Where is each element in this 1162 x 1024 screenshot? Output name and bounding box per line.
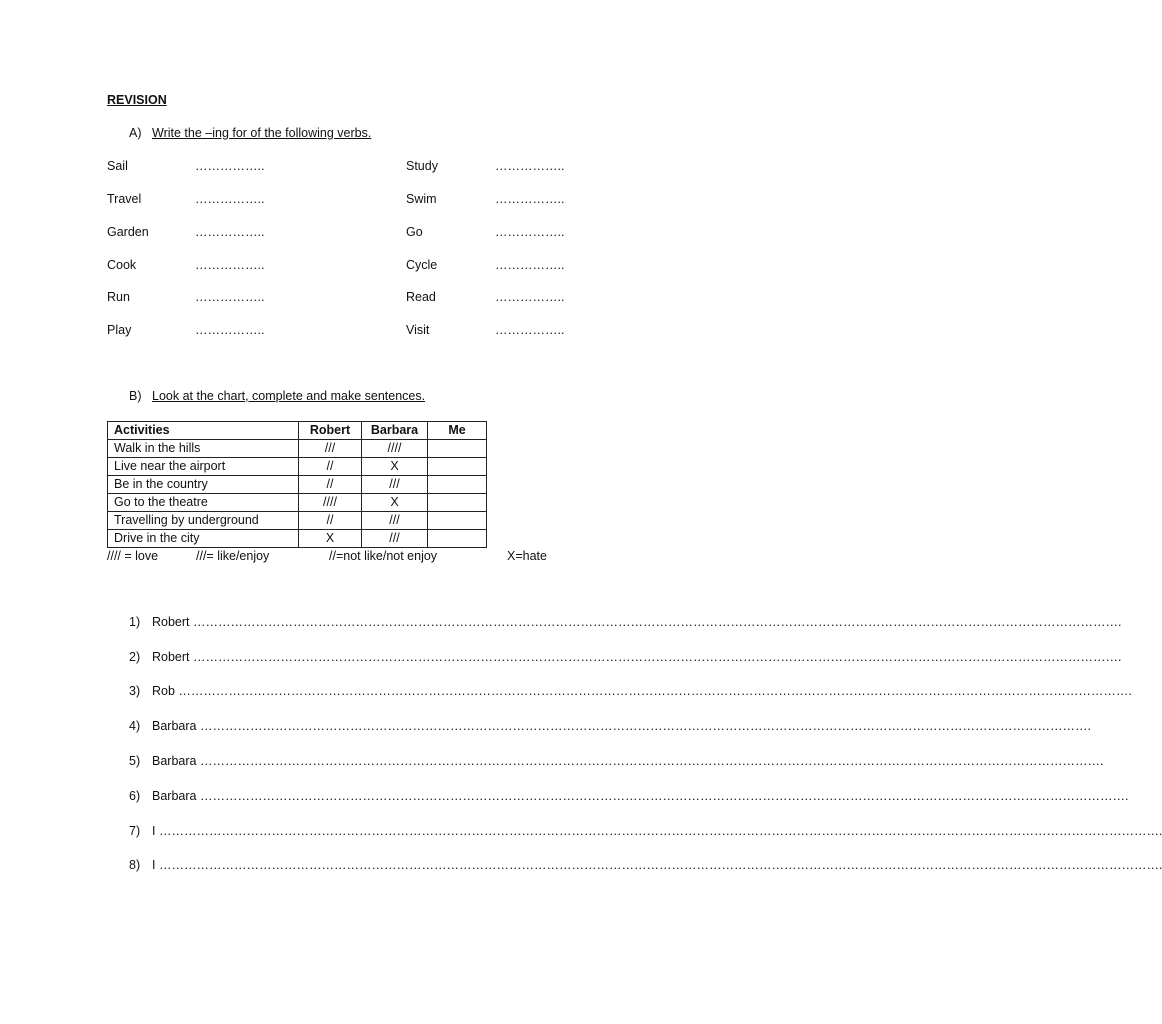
page-title: REVISION	[107, 93, 167, 107]
header-barbara: Barbara	[362, 422, 428, 440]
sentence-line[interactable]: Barbara …………………………………………………………………………………………………………………………………………………………………………………………………….	[152, 789, 1129, 803]
robert-cell: ///	[299, 440, 362, 458]
me-cell[interactable]	[428, 440, 487, 458]
verb-right-4: Cycle	[406, 258, 438, 272]
verb-blank[interactable]: ……………..	[195, 258, 265, 272]
verb-blank[interactable]: ……………..	[495, 323, 565, 337]
verb-blank[interactable]: ……………..	[495, 192, 565, 206]
legend-love: //// = love	[107, 549, 159, 563]
sentence-line[interactable]: I …………………………………………………………………………………………………………………………………………………………………………………………………………………….	[152, 824, 1162, 838]
robert-cell: //	[299, 512, 362, 530]
verb-blank[interactable]: ……………..	[195, 323, 265, 337]
legend-hate: X=hate	[507, 549, 547, 563]
table-header-row	[108, 422, 487, 440]
verb-right-3: Go	[406, 225, 423, 239]
table-row	[108, 476, 487, 494]
verb-left-2: Travel	[107, 192, 142, 206]
verb-left-5: Run	[107, 290, 130, 304]
me-cell[interactable]	[428, 476, 487, 494]
verb-right-1: Study	[406, 159, 438, 173]
verb-right-2: Swim	[406, 192, 437, 206]
robert-cell: //	[299, 476, 362, 494]
sentence-line[interactable]: Rob ………………………………………………………………………………………………………………………………………………………………………………………………………….	[152, 684, 1132, 698]
sentence-number: 8)	[129, 858, 141, 872]
activity-cell: Live near the airport	[108, 458, 299, 476]
verb-right-5: Read	[406, 290, 436, 304]
sentence-number: 4)	[129, 719, 141, 733]
table-row	[108, 494, 487, 512]
verb-blank[interactable]: ……………..	[495, 258, 565, 272]
verb-left-1: Sail	[107, 159, 128, 173]
header-me: Me	[428, 422, 487, 440]
me-cell[interactable]	[428, 512, 487, 530]
verb-left-4: Cook	[107, 258, 137, 272]
robert-cell: X	[299, 530, 362, 548]
verb-blank[interactable]: ……………..	[495, 225, 565, 239]
activities-table	[107, 421, 487, 548]
sentence-number: 1)	[129, 615, 141, 629]
sentence-number: 7)	[129, 824, 141, 838]
verb-blank[interactable]: ……………..	[195, 290, 265, 304]
table-row	[108, 440, 487, 458]
barbara-cell: ///	[362, 512, 428, 530]
sentence-line[interactable]: Robert …………………………………………………………………………………………………………………………………………………………………………………………………….	[152, 650, 1122, 664]
section-b-marker: B)	[129, 389, 142, 403]
activity-cell: Go to the theatre	[108, 494, 299, 512]
verb-blank[interactable]: ……………..	[495, 290, 565, 304]
sentence-number: 2)	[129, 650, 141, 664]
table-row	[108, 458, 487, 476]
activity-cell: Drive in the city	[108, 530, 299, 548]
activity-cell: Travelling by underground	[108, 512, 299, 530]
sentence-number: 6)	[129, 789, 141, 803]
robert-cell: //	[299, 458, 362, 476]
sentence-line[interactable]: I …………………………………………………………………………………………………………………………………………………………………………………………………………………….	[152, 858, 1162, 872]
section-a-instruction: Write the –ing for of the following verbs.	[152, 126, 372, 140]
verb-blank[interactable]: ……………..	[495, 159, 565, 173]
barbara-cell: ///	[362, 530, 428, 548]
legend-like: ///= like/enjoy	[196, 549, 270, 563]
verb-left-3: Garden	[107, 225, 149, 239]
header-activities: Activities	[108, 422, 299, 440]
table-row	[108, 512, 487, 530]
barbara-cell: ////	[362, 440, 428, 458]
verb-blank[interactable]: ……………..	[195, 225, 265, 239]
sentence-number: 5)	[129, 754, 141, 768]
sentence-line[interactable]: Barbara …………………………………………………………………………………………………………………………………………………………………………………………….	[152, 719, 1091, 733]
verb-left-6: Play	[107, 323, 132, 337]
sentence-line[interactable]: Robert …………………………………………………………………………………………………………………………………………………………………………………………………….	[152, 615, 1122, 629]
activity-cell: Walk in the hills	[108, 440, 299, 458]
verb-blank[interactable]: ……………..	[195, 159, 265, 173]
barbara-cell: X	[362, 494, 428, 512]
activity-cell: Be in the country	[108, 476, 299, 494]
robert-cell: ////	[299, 494, 362, 512]
header-robert: Robert	[299, 422, 362, 440]
sentence-line[interactable]: Barbara ……………………………………………………………………………………………………………………………………………………………………………………………….	[152, 754, 1104, 768]
barbara-cell: ///	[362, 476, 428, 494]
me-cell[interactable]	[428, 530, 487, 548]
barbara-cell: X	[362, 458, 428, 476]
me-cell[interactable]	[428, 458, 487, 476]
table-row	[108, 530, 487, 548]
me-cell[interactable]	[428, 494, 487, 512]
section-a-marker: A)	[129, 126, 142, 140]
verb-blank[interactable]: ……………..	[195, 192, 265, 206]
verb-right-6: Visit	[406, 323, 430, 337]
sentence-number: 3)	[129, 684, 141, 698]
section-b-instruction: Look at the chart, complete and make sentences.	[152, 389, 426, 403]
legend-not-like: //=not like/not enjoy	[329, 549, 438, 563]
